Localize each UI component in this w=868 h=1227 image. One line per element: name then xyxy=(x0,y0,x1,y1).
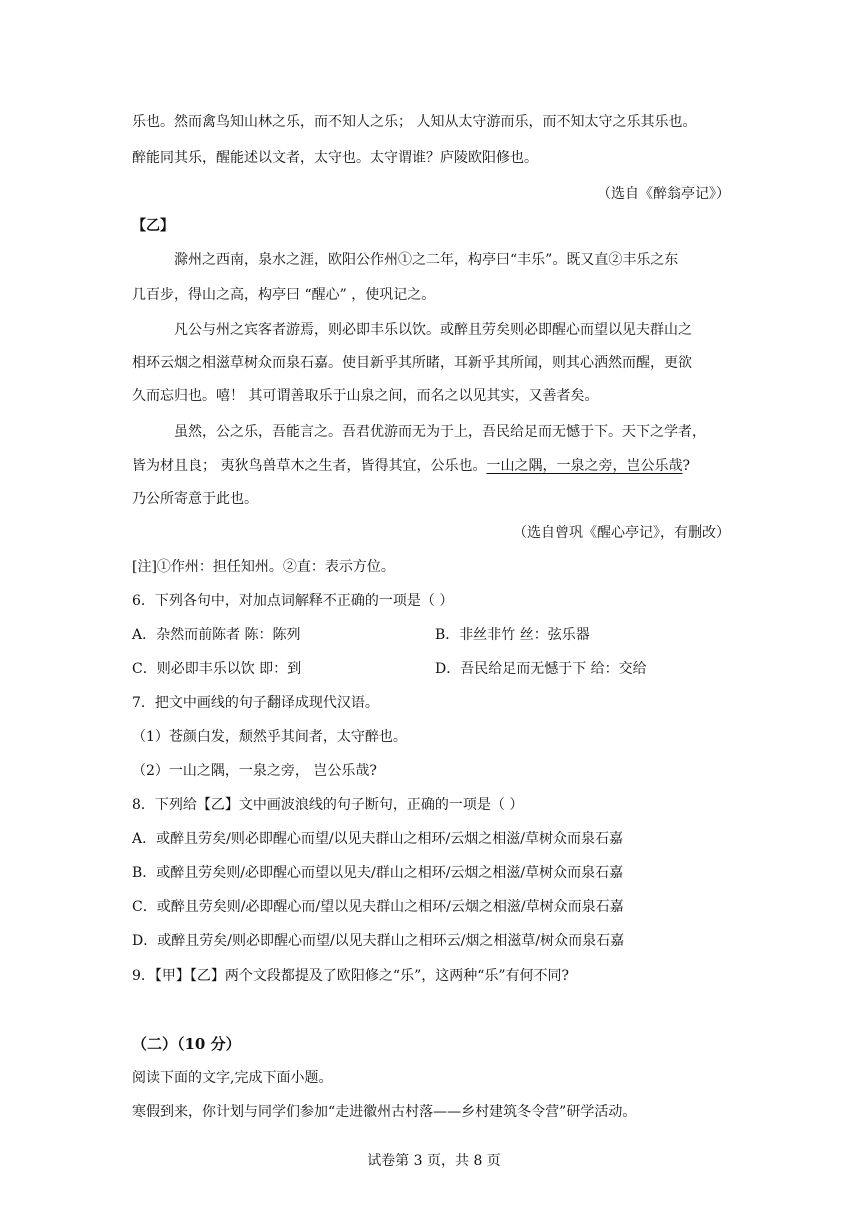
option-8C: C．或醉且劳矣则/必即醒心而/望以见夫群山之相环/云烟之相滋/草树众而泉石嘉 xyxy=(132,899,624,915)
text-line: 滁州之西南，泉水之涯，欧阳公作州①之二年，构亭曰“丰乐”。既又直②丰乐之东 xyxy=(174,252,679,268)
text-line: 虽然，公之乐，吾能言之。吾君优游而无为于上，吾民给足而无憾于下。天下之学者， xyxy=(174,424,706,440)
section-instruction: 阅读下面的文字,完成下面小题。 xyxy=(132,1070,333,1086)
text-line: 乃公所寄意于此也。 xyxy=(132,491,258,507)
question-6-stem: 6．下列各句中，对加点词解释不正确的一项是（ ） xyxy=(132,593,454,609)
text-segment: 皆为材且良； 夷狄鸟兽草木之生者，皆得其宜，公乐也。 xyxy=(132,458,487,474)
text-line: 几百步，得山之高，构亭曰 “醒心” ，使巩记之。 xyxy=(132,287,436,303)
option-6B: B．非丝非竹 丝：弦乐器 xyxy=(435,627,590,643)
source-citation: （选自《醉翁亭记》） xyxy=(597,186,730,202)
question-9-stem: 9．【甲】【乙】两个文段都提及了欧阳修之“乐”，这两种“乐”有何不同? xyxy=(132,968,570,984)
source-citation: （选自曾巩《醒心亭记》，有删改） xyxy=(513,525,730,541)
underlined-sentence: 一山之隅，一泉之旁，岂公乐哉 xyxy=(486,458,683,474)
option-6C: C．则必即丰乐以饮 即：到 xyxy=(132,661,302,677)
text-line xyxy=(132,456,690,476)
page-footer: 试卷第 3 页，共 8 页 xyxy=(367,1153,501,1169)
text-line: 凡公与州之宾客者游焉，则必即丰乐以饮。或醉且劳矣则必即醒心而望以见夫群山之 xyxy=(174,322,692,338)
option-8D: D．或醉且劳矣/则必即醒心而望/以见夫群山之相环云/烟之相滋草/树众而泉石嘉 xyxy=(132,933,625,949)
text-line: 久而忘归也。嘻！ 其可谓善取乐于山泉之间，而名之以见其实，又善者矣。 xyxy=(132,388,599,404)
question-7-stem: 7．把文中画线的句子翻译成现代汉语。 xyxy=(132,695,379,711)
option-6A: A．杂然而前陈者 陈：陈列 xyxy=(132,627,301,643)
section-title: （二）（10 分） xyxy=(132,1035,241,1053)
text-line: 乐也。然而禽鸟知山林之乐，而不知人之乐； 人知从太守游而乐，而不知太守之乐其乐也。 xyxy=(132,114,697,130)
option-8A: A．或醉且劳矣/则必即醒心而望/以见夫群山之相环/云烟之相滋/草树众而泉石嘉 xyxy=(132,831,623,847)
question-7-item: （1）苍颜白发，颓然乎其间者，太守醉也。 xyxy=(132,729,407,745)
text-segment: ? xyxy=(682,458,690,474)
text-line: 相环云烟之相滋草树众而泉石嘉。使目新乎其所睹，耳新乎其所闻，则其心洒然而醒，更欲 xyxy=(132,355,692,371)
footnote: [注]①作州：担任知州。②直：表示方位。 xyxy=(132,559,395,575)
option-6D: D．吾民给足而无憾于下 给：交给 xyxy=(435,661,647,677)
question-7-item: （2）一山之隅，一泉之旁， 岂公乐哉? xyxy=(132,763,377,779)
option-8B: B．或醉且劳矣则/必即醒心而望以见夫/群山之相环/云烟之相滋/草树众而泉石嘉 xyxy=(132,865,624,881)
text-line: 寒假到来，你计划与同学们参加“走进徽州古村落——乡村建筑冬令营”研学活动。 xyxy=(132,1104,637,1120)
text-line: 醉能同其乐，醒能述以文者，太守也。太守谓谁？庐陵欧阳修也。 xyxy=(132,150,538,166)
question-8-stem: 8．下列给【乙】文中画波浪线的句子断句，正确的一项是（ ） xyxy=(132,797,524,813)
section-label-yi: 【乙】 xyxy=(132,218,174,234)
